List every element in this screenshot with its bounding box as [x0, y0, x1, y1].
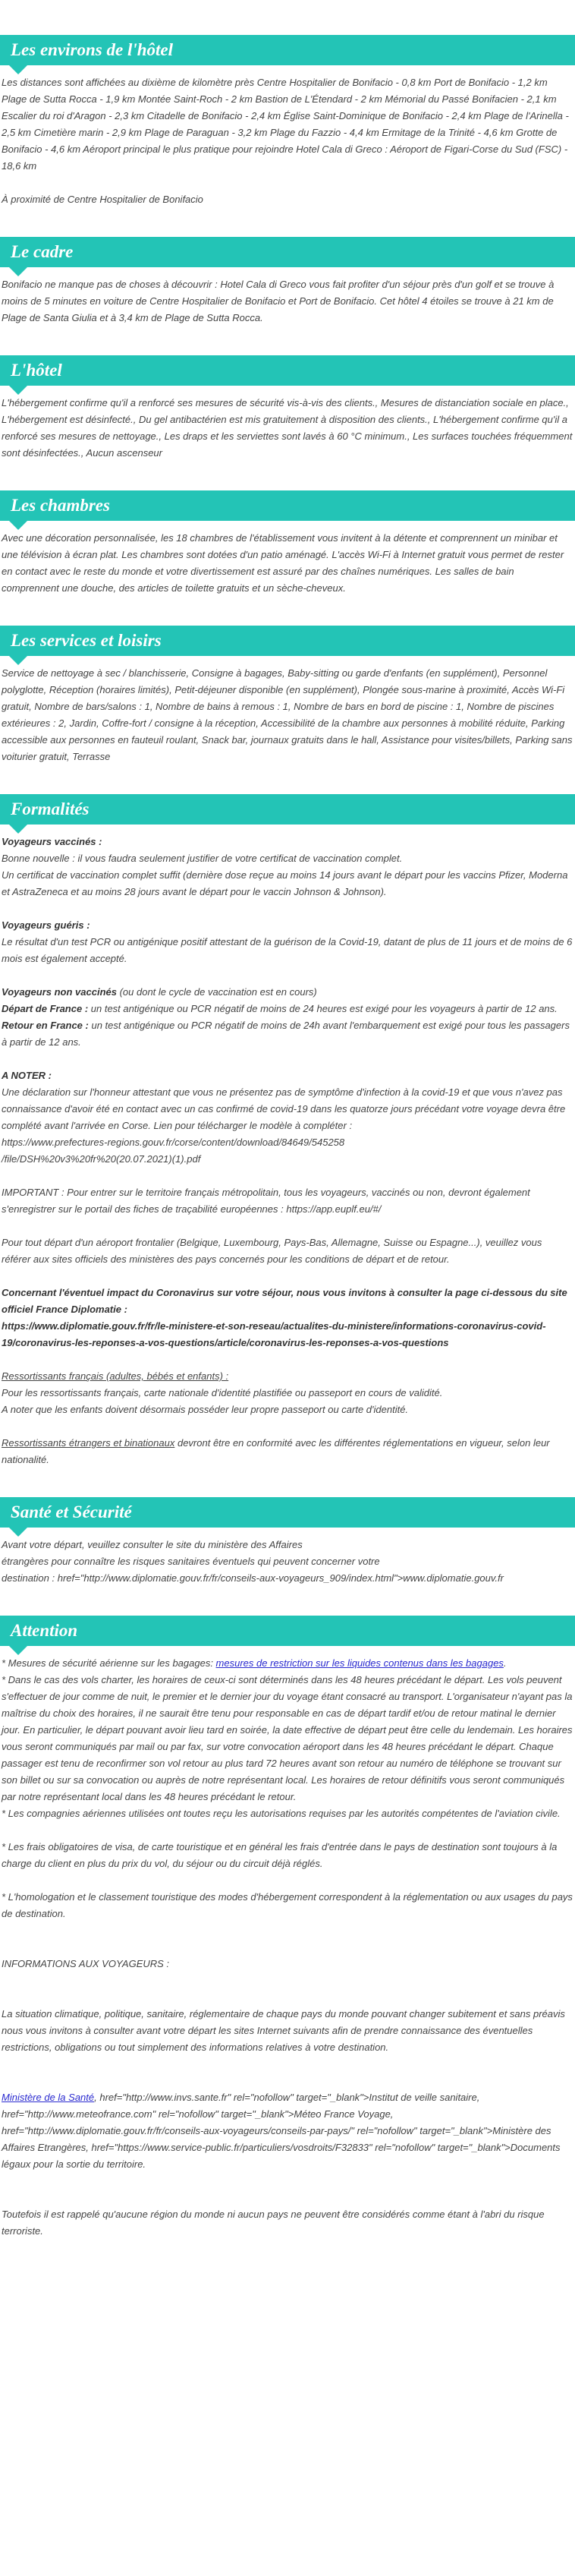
gueris-text: Le résultat d'un test PCR ou antigénique positif attestant de la guérison de la Covid-19, datant de plus de 11 jours et de moins de 6 mois est également accepté. — [2, 936, 573, 964]
section-environs — [0, 0, 575, 208]
visas-text: * Les frais obligatoires de visa, de carte touristique et en général les frais d'entrée dans le pays de destination sont toujours à la charge du client en plus du prix du vol, du séjour ou du circuit déjà réglés. — [2, 1841, 558, 1869]
section-title-environs: Les environs de l'hôtel — [0, 35, 575, 65]
section-hotel — [0, 355, 575, 462]
section-title-chambres: Les chambres — [0, 490, 575, 521]
a-noter-link-1[interactable]: https://www.prefectures-regions.gouv.fr/corse/content/download/84649/545258 — [2, 1137, 345, 1148]
ressortissants-fr-text-1: Pour les ressortissants français, carte nationale d'identité plastifiée ou passeport en cours de validité. — [2, 1387, 443, 1398]
ressortissants-fr-title: Ressortissants français (adultes, bébés et enfants) : — [2, 1370, 229, 1382]
section-attention — [0, 1616, 575, 2240]
situation-text-1: La situation climatique, politique, sanitaire, réglementaire de chaque pays du monde pouvant changer subitement et sans préavis — [2, 2008, 565, 2019]
section-cadre — [0, 237, 575, 326]
section-chambres — [0, 490, 575, 597]
horaires-text: * Dans le cas des vols charter, les horaires de ceux-ci sont déterminés dans les 48 heures précédant le départ. Les vols peuvent s'effectuer de jour comme de nuit, le premier et le dernier jour du voyage étant consacré au transport. L'organisateur n'ayant pas la maîtrise du choix des horaires, il ne saurait être tenu pour responsable en cas de départ tardif et/ou de retour matinal le dernier jour. En particulier, le départ pouvant avoir lieu tard en soirée, la date effective de départ peut être celle du lendemain. Les horaires vous seront communiqués par mail ou par fax, sur votre convocation aéroport dans les 48 heures précédant le départ. Chaque passager est tenu de reconfirmer son vol retour au plus tard 72 heures avant son retour au numéro de téléphone se trouvant sur son billet ou sur sa convocation ou auprès de notre représentant local. Les horaires de retour définitifs vous seront communiqués par notre représentant local dans les 48 heures précédant le retour. — [2, 1674, 573, 1802]
a-noter-title: A NOTER : — [2, 1070, 52, 1081]
sante-line-1: Avant votre départ, veuillez consulter le site du ministère des Affaires — [2, 1539, 303, 1550]
retour-label: Retour en France : — [2, 1020, 89, 1031]
depart-text: un test antigénique ou PCR négatif de moins de 24 heures est exigé pour les voyageurs à partir de 12 ans. — [88, 1003, 558, 1014]
sante-line-3: destination : href="http://www.diplomatie.gouv.fr/fr/conseils-aux-voyageurs_909/index.html">www.diplomatie.gouv.fr — [2, 1572, 504, 1584]
environs-text: Les distances sont affichées au dixième de kilomètre près Centre Hospitalier de Bonifacio - 0,8 km Port de Bonifacio - 1,2 km Plage de Sutta Rocca - 1,9 km Montée Saint-Roch - 2 km Bastion de L'Étendard - 2 km Mémorial du Passé Bonifacien - 2,1 km Escalier du roi d'Aragon - 2,3 km Citadelle de Bonifacio - 2,4 km Église Saint-Dominique de Bonifacio - 2,4 km Plage de l'Arinella - 2,5 km Cimetière marin - 2,9 km Plage de Paraguan - 3,2 km Plage du Fazzio - 4,4 km Ermitage de la Trinité - 4,6 km Grotte de Bonifacio - 4,6 km Aéroport principal le plus pratique pour rejoindre Hotel Cala di Greco : Aéroport de Figari-Corse du Sud (FSC) - 18,6 km — [2, 77, 569, 172]
ministere-sante-link[interactable]: Ministère de la Santé — [2, 2092, 95, 2103]
services-text: Service de nettoyage à sec / blanchisserie, Consigne à bagages, Baby-sitting ou garde d'enfants (en supplément), Personnel polyglotte, Réception (horaires limités), Petit-déjeuner disponible (en supplément), Plongée sous-marine à proximité, Accès Wi-Fi gratuit, Nombre de bars/salons : 1, Nombre de bains à remous : 1, Nombre de bars en bord de piscine : 1, Nombre de piscines extérieures : 2, Jardin, Coffre-fort / consigne à la réception, Accessibilité de la chambre aux personnes à mobilité réduite, Parking accessible aux personnes en fauteuil roulant, Snack bar, journaux gratuits dans le hall, Assistance pour visites/billets, Parking sans voiturier gratuit, Terrasse — [2, 667, 573, 762]
a-noter-link-2[interactable]: /file/DSH%20v3%20fr%20(20.07.2021)(1).pdf — [2, 1153, 201, 1165]
section-title-cadre: Le cadre — [0, 237, 575, 267]
section-title-services: Les services et loisirs — [0, 626, 575, 656]
retour-text: un test antigénique ou PCR négatif de moins de 24h avant l'embarquement est exigé pour tous les passagers à partir de 12 ans. — [2, 1020, 570, 1048]
section-title-sante: Santé et Sécurité — [0, 1497, 575, 1528]
concernant-text: Concernant l'éventuel impact du Coronavirus sur votre séjour, nous vous invitons à consulter la page ci-dessous du site officiel France Diplomatie : — [2, 1287, 567, 1315]
depart-label: Départ de France : — [2, 1003, 89, 1014]
ressortissants-etr-title: Ressortissants étrangers et binationaux — [2, 1437, 175, 1449]
ressortissants-fr-text-2: A noter que les enfants doivent désormais posséder leur propre passeport ou carte d'identité. — [2, 1404, 409, 1415]
a-noter-text: Une déclaration sur l'honneur attestant que vous ne présentez pas de symptôme d'infection à la covid-19 et que vous n'avez pas connaissance d'avoir été en contact avec un cas confirmé de covid-19 dans les quatorze jours précédant votre voyage devra être complété avant l'arrivée en Corse. Lien pour télécharger le modèle à compléter : — [2, 1086, 566, 1131]
section-sante — [0, 1497, 575, 1587]
vaccines-title: Voyageurs vaccinés : — [2, 836, 102, 847]
situation-text-2: nous vous invitons à consulter avant votre départ les sites Internet suivants afin de prendre connaissance des éventuelles restrictions, obligations ou tout simplement des informations relatives à votre destination. — [2, 2025, 533, 2053]
section-formalites — [0, 794, 575, 1468]
non-vaccines-note: (ou dont le cycle de vaccination est en cours) — [116, 986, 317, 998]
mesures-prefix: * Mesures de sécurité aérienne sur les bagages: — [2, 1657, 216, 1669]
section-title-hotel: L'hôtel — [0, 355, 575, 386]
gueris-title: Voyageurs guéris : — [2, 919, 90, 931]
hotel-text: L'hébergement confirme qu'il a renforcé ses mesures de sécurité vis-à-vis des clients., Mesures de distanciation sociale en place., L'hébergement est désinfecté., Du gel antibactérien est mis gratuitement à disposition des clients., L'hébergement confirme qu'il a renforcé ses mesures de nettoyage., Les draps et les serviettes sont lavés à 60 °C minimum., Les surfaces touchées fréquemment sont désinfectées., Aucun ascenseur — [2, 397, 573, 459]
non-vaccines-title: Voyageurs non vaccinés — [2, 986, 117, 998]
mesures-suffix: . — [503, 1657, 507, 1669]
compagnies-text: * Les compagnies aériennes utilisées ont toutes reçu les autorisations requises par les autorités compétentes de l'aviation civile. — [2, 1808, 561, 1819]
vaccines-text-1: Bonne nouvelle : il vous faudra seulement justifier de votre certificat de vaccination complet. — [2, 853, 403, 864]
infos-voyageurs-title: INFORMATIONS AUX VOYAGEURS : — [2, 1958, 170, 1969]
ressortissants-etr-text: devront être en conformité avec les différentes réglementations en vigueur, selon leur nationalité. — [2, 1437, 550, 1465]
terrorisme-text: Toutefois il est rappelé qu'aucune région du monde ni aucun pays ne peuvent être considérés comme étant à l'abri du risque terroriste. — [2, 2209, 545, 2237]
frontalier-text: Pour tout départ d'un aéroport frontalier (Belgique, Luxembourg, Pays-Bas, Allemagne, Suisse ou Espagne...), veuillez vous référer aux sites officiels des ministères des pays concernés pour les conditions de départ et de retour. — [2, 1237, 542, 1265]
vaccines-text-2: Un certificat de vaccination complet suffit (dernière dose reçue au moins 14 jours avant le départ pour les vaccins Pfizer, Moderna et AstraZeneca et au moins 28 jours avant le départ pour le vaccin Johnson & Johnson). — [2, 869, 568, 897]
section-services — [0, 626, 575, 765]
important-text: IMPORTANT : Pour entrer sur le territoire français métropolitain, tous les voyageurs, vaccinés ou non, devront également s'enregistrer sur le portail des fiches de traçabilité européennes : https://app.euplf.eu/#/ — [2, 1187, 530, 1215]
chambres-text: Avec une décoration personnalisée, les 18 chambres de l'établissement vous invitent à la détente et comprennent un minibar et une télévision à écran plat. Les chambres sont dotées d'un patio aménagé. L'accès Wi-Fi à Internet gratuit vous permet de rester en contact avec le reste du monde et votre divertissement est assuré par des chaînes numériques. Les salles de bain comprennent une douche, des articles de toilette gratuits et un sèche-cheveux. — [2, 532, 564, 594]
environs-note: À proximité de Centre Hospitalier de Bonifacio — [2, 194, 203, 205]
concernant-link[interactable]: https://www.diplomatie.gouv.fr/fr/le-ministere-et-son-reseau/actualites-du-ministere/informations-coronavirus-covid-19/coronavirus-les-reponses-a-vos-questions/article/coronavirus-les-reponses-a-vos-questions — [2, 1320, 546, 1348]
section-title-attention: Attention — [0, 1616, 575, 1646]
section-title-formalites: Formalités — [0, 794, 575, 825]
cadre-text: Bonifacio ne manque pas de choses à découvrir : Hotel Cala di Greco vous fait profiter d'un séjour près d'un golf et se trouve à moins de 5 minutes en voiture de Centre Hospitalier de Bonifacio et Port de Bonifacio. Cet hôtel 4 étoiles se trouve à 21 km de Plage de Santa Giulia et à 3,4 km de Plage de Sutta Rocca. — [2, 279, 555, 323]
sante-line-2: étrangères pour connaître les risques sanitaires éventuels qui peuvent concerner votre — [2, 1556, 380, 1567]
liens-text: , href="http://www.invs.sante.fr" rel="nofollow" target="_blank">Institut de veille sanitaire, href="http://www.meteofrance.com" rel="nofollow" target="_blank">Méteo France Voyage, href="http://www.diplomatie.gouv.fr/fr/conseils-aux-voyageurs/conseils-par-pays/" rel="nofollow" target="_blank">Ministère des Affaires Etrangères, href="https://www.service-public.fr/particuliers/vosdroits/F32833" rel="nofollow" target="_blank">Documents légaux pour la sortie du territoire. — [2, 2092, 561, 2170]
mesures-link[interactable]: mesures de restriction sur les liquides contenus dans les bagages — [215, 1657, 504, 1669]
homologation-text: * L'homologation et le classement touristique des modes d'hébergement correspondent à la réglementation ou aux usages du pays de destination. — [2, 1891, 573, 1919]
